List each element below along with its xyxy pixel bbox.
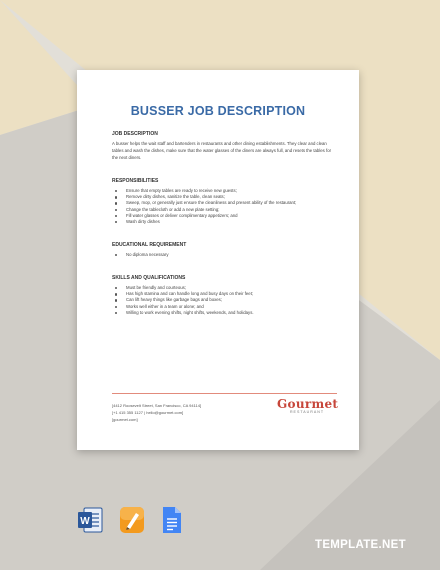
list-item: Sweep, mop, or generally just ensure the cleanliness and present ability of the restaurant; [112, 200, 296, 206]
bullet-icon [115, 202, 117, 204]
google-docs-icon[interactable] [161, 506, 183, 534]
section-heading-responsibilities: RESPONSIBILITIES [112, 178, 159, 184]
svg-text:W: W [80, 516, 90, 527]
footer-phone-email: [+1 415 355 1127 | hello@gourmet.com] [112, 410, 184, 416]
section-heading-education: EDUCATIONAL REQUIREMENT [112, 242, 187, 248]
list-item: Has high stamina and can handle long and busy days on their feet; [112, 291, 254, 297]
document-page [77, 70, 359, 450]
footer-website: [gourmet.com] [112, 417, 138, 423]
footer-divider [112, 393, 337, 394]
bullet-icon [115, 196, 117, 198]
logo-subtitle: RESTAURANT [289, 410, 325, 414]
bullet-icon [115, 287, 117, 289]
pages-icon[interactable] [119, 506, 145, 534]
job-description-text: A busser helps the wait staff and bartenders in restaurants and other dining establishments. They clear and clean tables and wash the dishes, make sure that the water glasses of the diners are always full, and resets the tables for the next diners. [112, 141, 332, 160]
document-title: BUSSER JOB DESCRIPTION [130, 104, 306, 118]
list-item: Wash dirty dishes [112, 219, 296, 225]
bullet-icon [115, 312, 117, 314]
list-item: Change the tablecloth or add a new plate setting; [112, 207, 296, 213]
bullet-icon [115, 221, 117, 223]
bullet-icon [115, 190, 117, 192]
list-item: Must be friendly and courteous; [112, 285, 254, 291]
footer-contact [112, 402, 201, 424]
list-item: Can lift heavy things like garbage bags and boxes; [112, 297, 254, 303]
list-item: Willing to work evening shifts, night shifts, weekends, and holidays. [112, 310, 254, 316]
bullet-icon [115, 293, 117, 295]
skills-list [112, 285, 254, 316]
responsibilities-list [112, 188, 296, 225]
template-net-watermark: TEMPLATE.NET [315, 539, 406, 551]
section-heading-skills: SKILLS AND QUALIFICATIONS [112, 275, 186, 281]
bullet-icon [115, 215, 117, 217]
list-item: Works well either in a team or alone; and [112, 304, 254, 310]
footer-address: [4412 Roosevelt Street, San Francisco, CA 94114] [112, 403, 202, 408]
bullet-icon [115, 306, 117, 308]
word-icon[interactable] [77, 506, 103, 534]
gourmet-logo [277, 397, 337, 414]
section-heading-job-description: JOB DESCRIPTION [112, 131, 158, 137]
list-item: Remove dirty dishes, sanitize the table, clean seats; [112, 194, 296, 200]
list-item: No diploma necessary [112, 252, 169, 258]
bullet-icon [115, 299, 117, 301]
list-item: Ensure that empty tables are ready to receive new guests; [112, 188, 296, 194]
logo-wordmark: Gourmet [277, 397, 339, 411]
education-list [112, 252, 169, 258]
bullet-icon [115, 209, 117, 211]
list-item: Fill water glasses or deliver complimentary appetizers; and [112, 213, 296, 219]
bullet-icon [115, 254, 117, 256]
